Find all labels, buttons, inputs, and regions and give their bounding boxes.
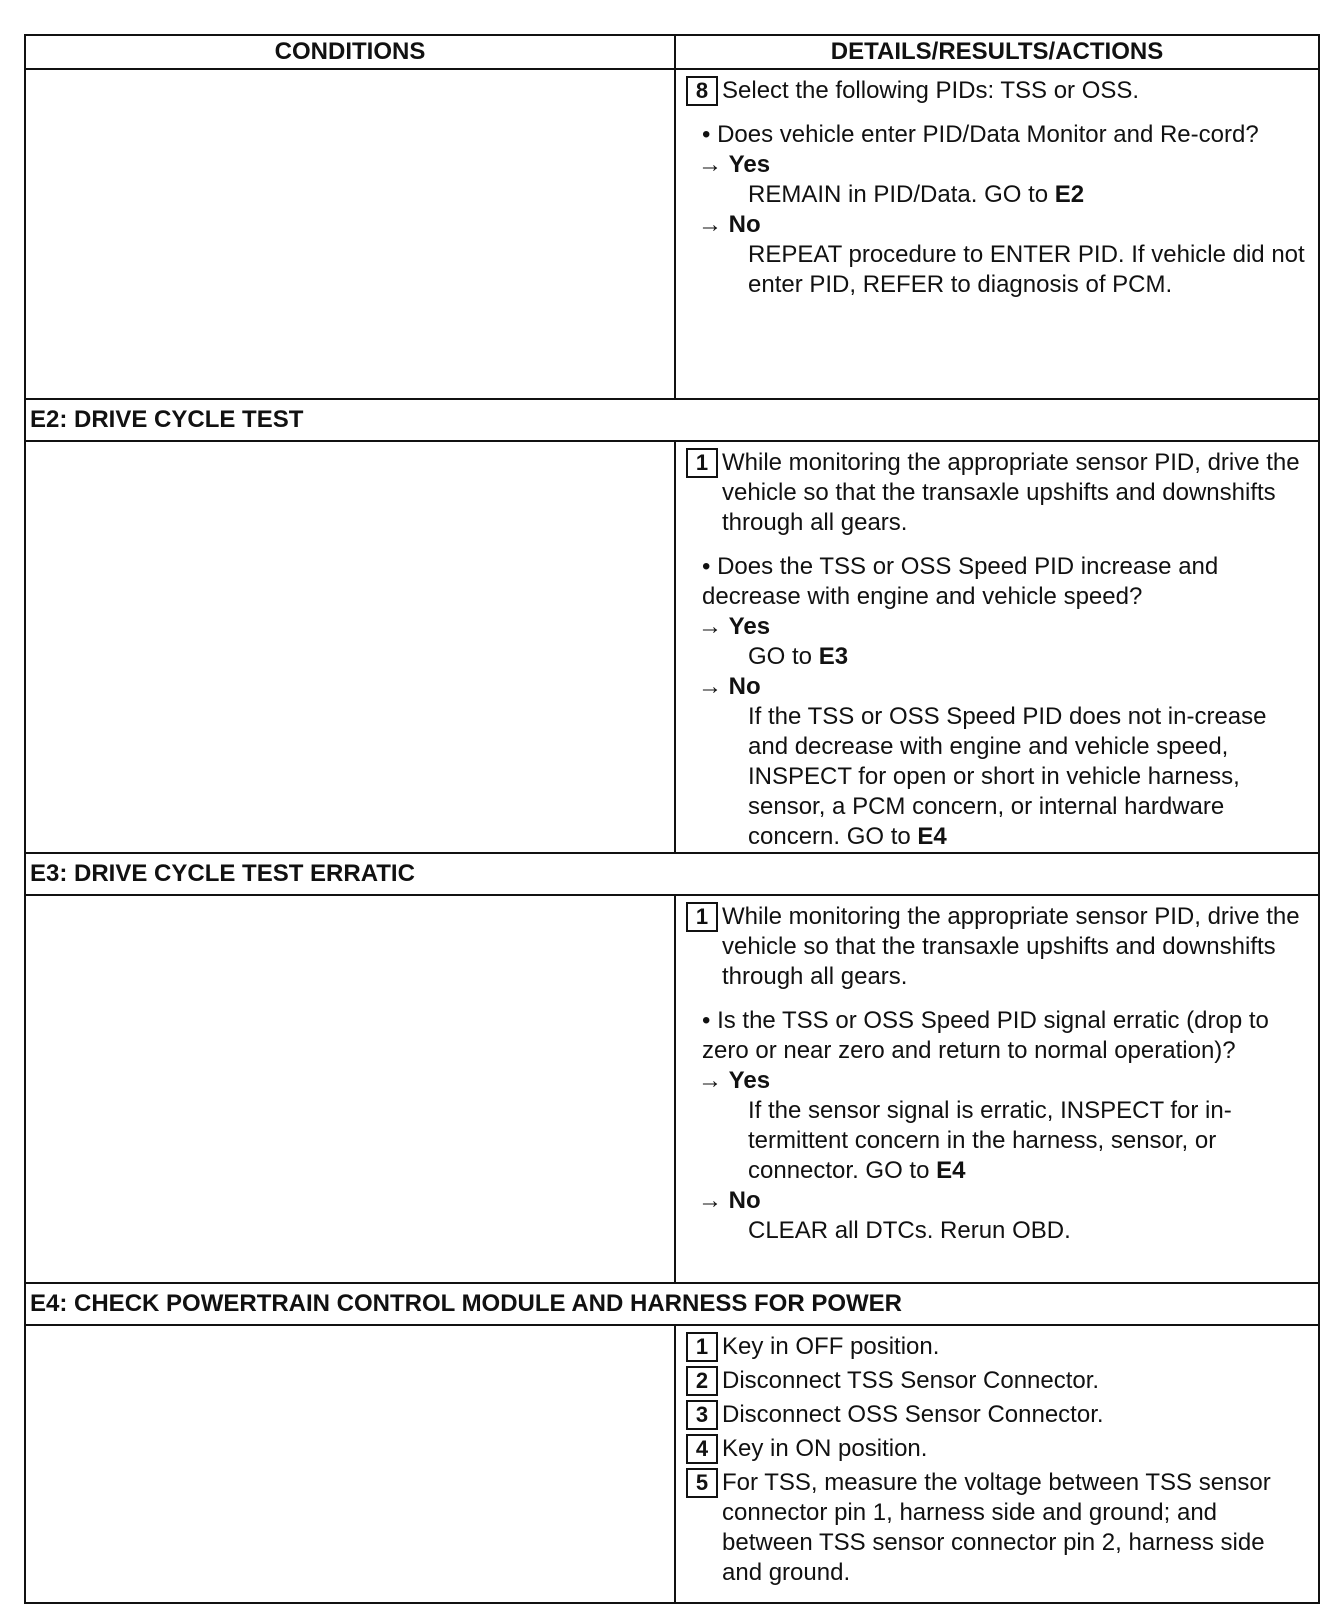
step-text: Key in ON position. — [722, 1435, 928, 1462]
step-item — [686, 1366, 1308, 1396]
conditions-cell — [26, 70, 676, 398]
question-text: • Does the TSS or OSS Speed PID increase and decrease with engine and vehicle speed? — [702, 553, 1219, 610]
goto-ref: E3 — [818, 643, 849, 670]
goto-ref: E2 — [1054, 181, 1085, 208]
section-heading-e2: E2: DRIVE CYCLE TEST — [26, 400, 1318, 442]
step-number: 4 — [686, 1434, 718, 1464]
step-number: 1 — [686, 902, 718, 932]
conditions-header: CONDITIONS — [26, 36, 676, 68]
yes-action: If the sensor signal is erratic, INSPECT for in-termittent concern in the harness, sensor, or connector. GO to E4 — [748, 1097, 1232, 1184]
step-item — [686, 1468, 1308, 1588]
step-text: Select the following PIDs: TSS or OSS. — [722, 77, 1140, 104]
step-item — [686, 1332, 1308, 1362]
details-cell — [676, 442, 1318, 852]
goto-ref: E4 — [917, 823, 947, 850]
step-item — [686, 448, 1308, 538]
step-number: 3 — [686, 1400, 718, 1430]
step-number: 1 — [686, 1332, 718, 1362]
step-number: 1 — [686, 448, 718, 478]
conditions-cell — [26, 896, 676, 1282]
table-row — [26, 896, 1318, 1284]
no-label: No — [728, 211, 761, 238]
table-header-row — [26, 36, 1318, 70]
details-cell — [676, 70, 1318, 398]
question-text: • Is the TSS or OSS Speed PID signal erratic (drop to zero or near zero and return to normal operation)? — [702, 1007, 1269, 1064]
yes-label: Yes — [728, 613, 771, 640]
no-action: If the TSS or OSS Speed PID does not in-crease and decrease with engine and vehicle speed, INSPECT for open or short in vehicle harness, sensor, a PCM concern, or internal hardware concern. GO to E4 — [748, 703, 1267, 850]
yes-answer: → Yes — [698, 1067, 771, 1094]
table-row — [26, 1326, 1318, 1602]
yes-action: REMAIN in PID/Data. GO to E2 — [748, 181, 1085, 208]
no-answer: → No — [698, 1187, 761, 1214]
conditions-cell — [26, 442, 676, 852]
step-text: Key in OFF position. — [722, 1333, 940, 1360]
step-number: 8 — [686, 76, 718, 106]
step-text: Disconnect OSS Sensor Connector. — [722, 1401, 1104, 1428]
step-text: For TSS, measure the voltage between TSS sensor connector pin 1, harness side and ground; and between TSS sensor connector pin 2, harness side and ground. — [722, 1469, 1271, 1586]
table-row — [26, 442, 1318, 854]
no-answer: → No — [698, 673, 761, 700]
yes-label: Yes — [728, 151, 771, 178]
step-text: While monitoring the appropriate sensor PID, drive the vehicle so that the transaxle upshifts and downshifts through all gears. — [722, 449, 1300, 536]
step-number: 2 — [686, 1366, 718, 1396]
details-header: DETAILS/RESULTS/ACTIONS — [830, 38, 1164, 65]
step-text: While monitoring the appropriate sensor PID, drive the vehicle so that the transaxle upshifts and downshifts through all gears. — [722, 903, 1300, 990]
section-heading-e3: E3: DRIVE CYCLE TEST ERRATIC — [26, 854, 1318, 896]
step-item — [686, 76, 1308, 106]
step-text: Disconnect TSS Sensor Connector. — [722, 1367, 1100, 1394]
step-item — [686, 902, 1308, 992]
no-label: No — [728, 673, 761, 700]
step-item — [686, 1400, 1308, 1430]
diagnostic-table — [24, 34, 1320, 1604]
yes-label: Yes — [728, 1067, 771, 1094]
details-cell — [676, 1326, 1318, 1602]
no-action: REPEAT procedure to ENTER PID. If vehicle did not enter PID, REFER to diagnosis of PCM. — [748, 241, 1305, 298]
step-item — [686, 1434, 1308, 1464]
yes-answer: → Yes — [698, 151, 771, 178]
section-heading-e4: E4: CHECK POWERTRAIN CONTROL MODULE AND HARNESS FOR POWER — [26, 1284, 1318, 1326]
no-answer: → No — [698, 211, 761, 238]
yes-action: GO to E3 — [748, 643, 849, 670]
no-label: No — [728, 1187, 761, 1214]
question-text: • Does vehicle enter PID/Data Monitor and Re-cord? — [702, 121, 1259, 148]
yes-answer: → Yes — [698, 613, 771, 640]
no-action: CLEAR all DTCs. Rerun OBD. — [748, 1217, 1071, 1244]
conditions-cell — [26, 1326, 676, 1602]
details-cell — [676, 896, 1318, 1282]
step-number: 5 — [686, 1468, 718, 1498]
goto-ref: E4 — [936, 1157, 966, 1184]
table-row — [26, 70, 1318, 400]
